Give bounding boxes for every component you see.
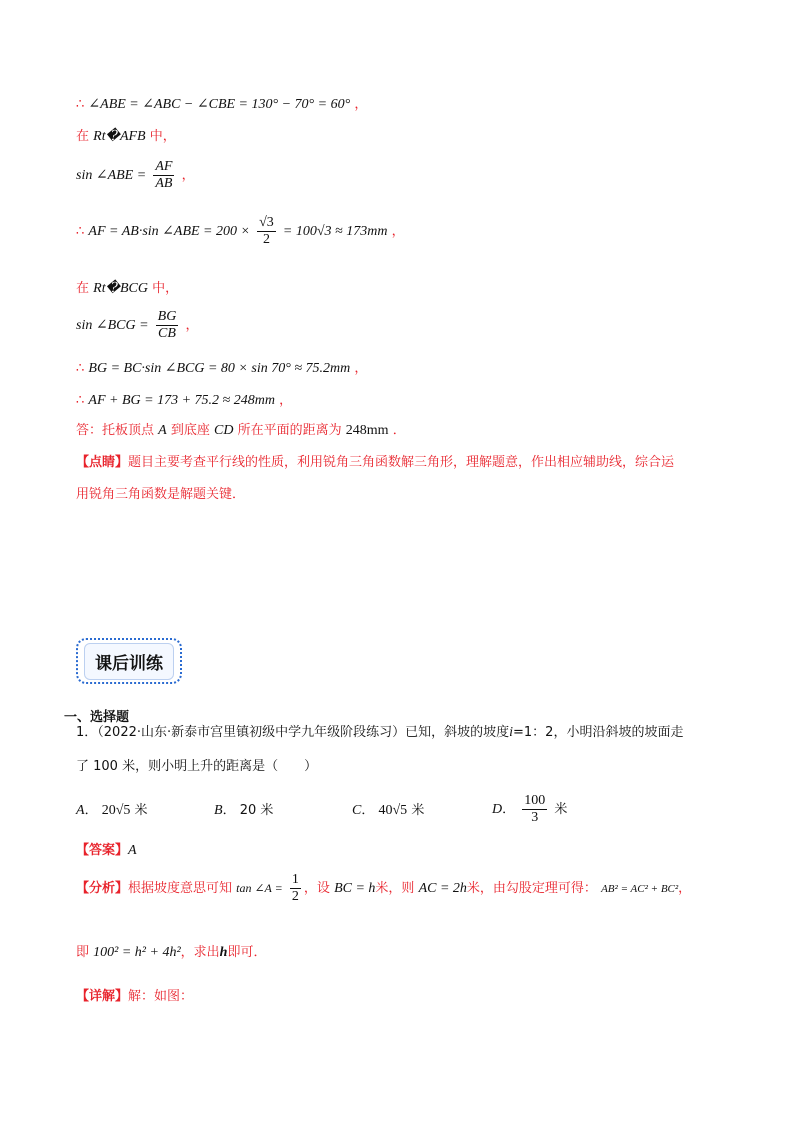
option-unit: 米 xyxy=(554,802,568,817)
analysis-text: ，设 xyxy=(303,881,330,896)
punctuation: ， xyxy=(279,393,293,408)
option-unit: 米 xyxy=(134,803,148,818)
step-sin-bcg xyxy=(76,306,198,346)
text: 即 xyxy=(76,945,90,960)
denominator: 2 xyxy=(291,889,299,904)
text: 在 xyxy=(76,129,90,144)
text: 到底座 xyxy=(170,423,210,438)
fraction xyxy=(290,872,301,905)
text: 中， xyxy=(149,129,176,144)
numerator: AF xyxy=(155,159,173,174)
analysis-line-2 xyxy=(76,944,266,962)
answer-line xyxy=(76,842,137,860)
option-letter: A xyxy=(76,803,85,818)
variable-h: h xyxy=(219,945,228,960)
option-letter: C xyxy=(352,803,362,818)
tan-formula: tan ∠A = xyxy=(236,881,283,895)
punctuation: ， xyxy=(354,97,368,112)
step-angle-abe xyxy=(76,96,367,114)
text: 所在平面的距离为 xyxy=(237,423,342,438)
option-value: 40√5 xyxy=(378,803,408,818)
detail-line xyxy=(76,988,193,1006)
option-value: 20√5 xyxy=(101,803,131,818)
text: 答：托板顶点 xyxy=(76,423,155,438)
punctuation: ， xyxy=(181,168,195,183)
option-a[interactable]: A． 20√5 米 xyxy=(76,803,148,818)
text: 在 xyxy=(76,281,90,296)
punctuation: ， xyxy=(354,361,368,376)
slope-variable: i xyxy=(509,725,514,740)
option-unit: 米 xyxy=(411,803,425,818)
formula-left: AF = AB·sin ∠ABE = 200 × xyxy=(88,224,250,239)
comment-line-2 xyxy=(76,486,245,504)
answer-sentence xyxy=(76,422,406,440)
step-triangle-bcg xyxy=(76,280,178,298)
detail-tag: 【详解】 xyxy=(76,989,129,1004)
numerator: BG xyxy=(157,309,177,324)
denominator: CB xyxy=(158,326,176,341)
formula: BG = BC·sin ∠BCG = 80 × sin 70° ≈ 75.2mm xyxy=(88,361,351,376)
numerator: 1 xyxy=(291,872,299,887)
text: ，求出 xyxy=(180,945,220,960)
comment-line-1 xyxy=(76,454,674,472)
section-title: 一、选择题 xyxy=(64,710,130,725)
section-badge xyxy=(76,638,182,684)
question-text: 1．（2022·山东·新泰市宫里镇初级中学九年级阶段练习）已知，斜坡的坡度 xyxy=(76,725,510,740)
step-sin-abe xyxy=(76,156,195,196)
distance-value: 248mm xyxy=(345,423,389,438)
punctuation: ． xyxy=(392,423,406,438)
therefore-symbol: ∴ xyxy=(76,97,85,112)
pythagoras-formula: AB² = AC² + BC² xyxy=(601,883,679,895)
analysis-tag: 【分析】 xyxy=(76,881,129,896)
option-b[interactable]: B． 20 米 xyxy=(214,803,274,818)
step-af-value xyxy=(76,212,405,252)
punctuation: ， xyxy=(678,881,692,896)
triangle-name: Rt�BCG xyxy=(93,281,148,296)
question-text: 了 100 米，则小明上升的距离是（ ） xyxy=(76,759,318,774)
option-value: 20 xyxy=(239,803,257,818)
formula-left: sin ∠ABE = xyxy=(76,168,147,183)
step-bg-value xyxy=(76,360,367,378)
equation: 100² = h² + 4h² xyxy=(93,945,181,960)
badge-label: 课后训练 xyxy=(84,643,174,680)
comment-text: 题目主要考查平行线的性质，利用锐角三角函数解三角形，理解题意，作出相应辅助线，综合运 xyxy=(128,455,675,470)
fraction xyxy=(522,793,547,826)
option-unit: 米 xyxy=(260,803,274,818)
fraction xyxy=(156,309,179,342)
question-text: =1：2，小明沿斜坡的坡面走 xyxy=(513,725,684,740)
fraction xyxy=(153,159,174,192)
triangle-name: Rt�AFB xyxy=(93,129,146,144)
answer-value: A xyxy=(128,843,137,858)
punctuation: ， xyxy=(391,224,405,239)
formula: ∠ABE = ∠ABC − ∠CBE = 130° − 70° = 60° xyxy=(88,97,351,112)
text: 中， xyxy=(152,281,179,296)
therefore-symbol: ∴ xyxy=(76,393,85,408)
therefore-symbol: ∴ xyxy=(76,224,85,239)
denominator: 2 xyxy=(262,232,270,247)
plane-cd: CD xyxy=(214,423,234,438)
bc-formula: BC = h xyxy=(334,881,376,896)
punctuation: ， xyxy=(185,318,199,333)
step-sum xyxy=(76,392,292,410)
formula-left: sin ∠BCG = xyxy=(76,318,149,333)
fraction xyxy=(257,215,276,248)
detail-text: 解：如图： xyxy=(128,989,194,1004)
text: 即可． xyxy=(227,945,267,960)
option-letter: B xyxy=(214,803,223,818)
question-1-line-2 xyxy=(76,758,317,776)
comment-text: 用锐角三角函数是解题关键． xyxy=(76,487,246,502)
therefore-symbol: ∴ xyxy=(76,361,85,376)
question-1-line-1 xyxy=(76,724,683,742)
option-c[interactable]: C． 40√5 米 xyxy=(352,803,425,818)
numerator: 100 xyxy=(524,793,546,808)
answer-tag: 【答案】 xyxy=(76,843,129,858)
option-letter: D xyxy=(492,802,503,817)
option-d[interactable]: D． $\frac{100}{3}$ 米 xyxy=(492,793,568,825)
analysis-text: 米，则 xyxy=(375,881,415,896)
ac-formula: AC = 2h xyxy=(418,881,467,896)
step-triangle-afb xyxy=(76,128,176,146)
analysis-text: 根据坡度意思可知 xyxy=(128,881,233,896)
analysis-line-1 xyxy=(76,868,691,908)
point-a: A xyxy=(158,423,167,438)
formula: AF + BG = 173 + 75.2 ≈ 248mm xyxy=(88,393,275,408)
comment-tag: 【点睛】 xyxy=(76,455,129,470)
denominator: AB xyxy=(155,176,173,191)
formula-right: = 100√3 ≈ 173mm xyxy=(282,224,388,239)
denominator: 3 xyxy=(531,810,539,825)
numerator: √3 xyxy=(259,215,274,230)
analysis-text: 米，由勾股定理可得： xyxy=(466,881,597,896)
